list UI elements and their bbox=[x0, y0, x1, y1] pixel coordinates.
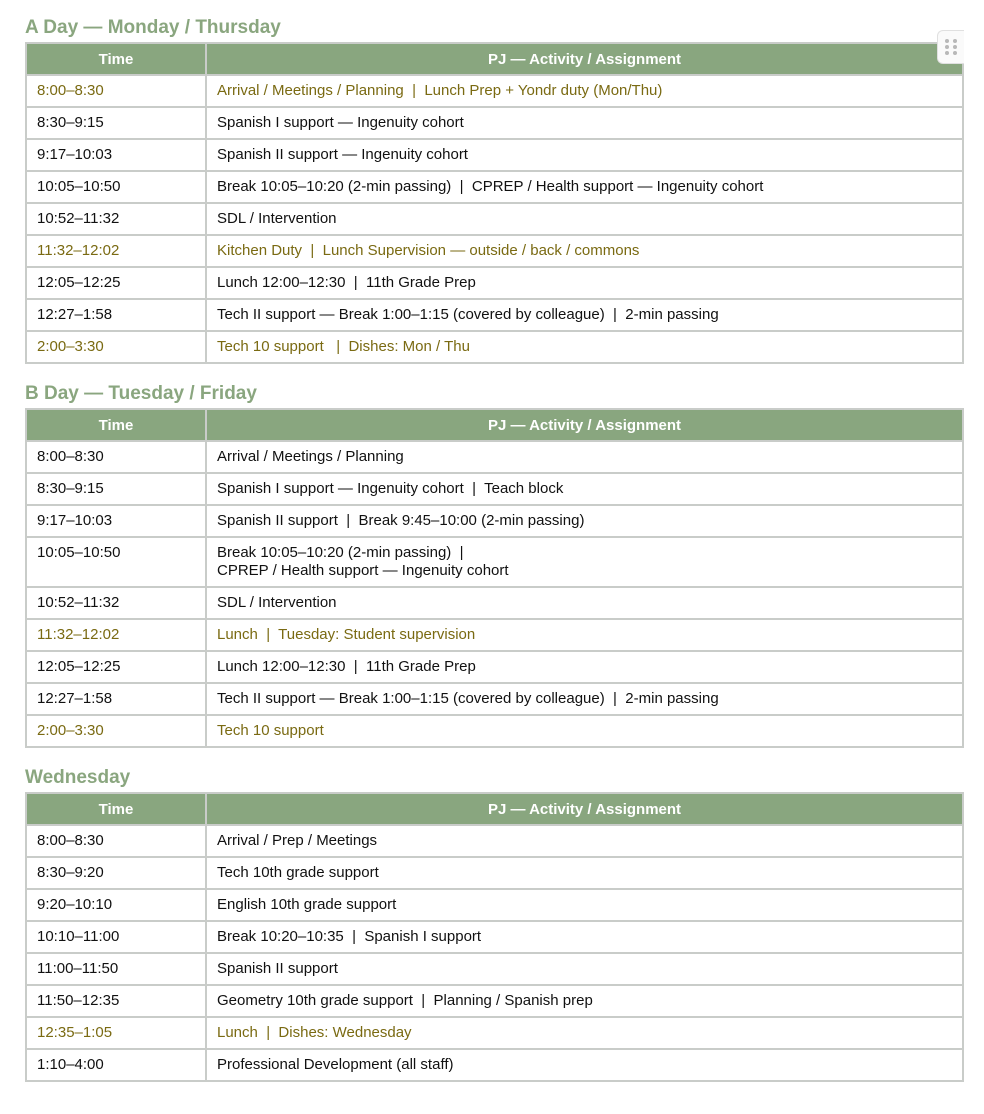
activity-cell: Spanish I support — Ingenuity cohort | Teach block bbox=[206, 473, 963, 505]
activity-cell: Break 10:05–10:20 (2-min passing) | CPREP / Health support — Ingenuity cohort bbox=[206, 171, 963, 203]
time-cell: 9:20–10:10 bbox=[26, 889, 206, 921]
activity-cell: Lunch 12:00–12:30 | 11th Grade Prep bbox=[206, 267, 963, 299]
table-row bbox=[26, 107, 963, 139]
time-cell: 11:32–12:02 bbox=[26, 619, 206, 651]
activity-cell: Arrival / Meetings / Planning | Lunch Prep + Yondr duty (Mon/Thu) bbox=[206, 75, 963, 107]
table-row bbox=[26, 825, 963, 857]
activity-cell: SDL / Intervention bbox=[206, 587, 963, 619]
activity-cell: English 10th grade support bbox=[206, 889, 963, 921]
activity-cell: Tech 10 support bbox=[206, 715, 963, 747]
table-row bbox=[26, 171, 963, 203]
section-title: Wednesday bbox=[25, 767, 131, 788]
table-row bbox=[26, 587, 963, 619]
table-row bbox=[26, 1049, 963, 1081]
time-cell: 8:00–8:30 bbox=[26, 75, 206, 107]
activity-cell: Lunch 12:00–12:30 | 11th Grade Prep bbox=[206, 651, 963, 683]
schedule-table bbox=[25, 42, 964, 364]
time-cell: 11:50–12:35 bbox=[26, 985, 206, 1017]
table-row bbox=[26, 473, 963, 505]
column-header-activity: PJ — Activity / Assignment bbox=[206, 43, 963, 75]
activity-cell bbox=[206, 537, 963, 587]
schedule-page bbox=[25, 14, 962, 1098]
time-cell: 9:17–10:03 bbox=[26, 139, 206, 171]
time-cell: 12:05–12:25 bbox=[26, 651, 206, 683]
activity-cell: Arrival / Meetings / Planning bbox=[206, 441, 963, 473]
section-title: A Day — Monday / Thursday bbox=[25, 17, 281, 38]
table-header-row bbox=[26, 793, 963, 825]
activity-cell: Break 10:20–10:35 | Spanish I support bbox=[206, 921, 963, 953]
drag-dot bbox=[953, 51, 957, 55]
table-row bbox=[26, 889, 963, 921]
drag-dot bbox=[953, 45, 957, 49]
table-row bbox=[26, 505, 963, 537]
activity-cell: Tech II support — Break 1:00–1:15 (covered by colleague) | 2-min passing bbox=[206, 683, 963, 715]
activity-cell: Professional Development (all staff) bbox=[206, 1049, 963, 1081]
table-row bbox=[26, 235, 963, 267]
activity-cell: Spanish I support — Ingenuity cohort bbox=[206, 107, 963, 139]
time-cell: 8:30–9:15 bbox=[26, 473, 206, 505]
table-row bbox=[26, 537, 963, 587]
activity-cell: Tech 10th grade support bbox=[206, 857, 963, 889]
table-row bbox=[26, 267, 963, 299]
table-header-row bbox=[26, 43, 963, 75]
table-row bbox=[26, 75, 963, 107]
table-row bbox=[26, 651, 963, 683]
time-cell: 10:05–10:50 bbox=[26, 537, 206, 587]
time-cell: 10:52–11:32 bbox=[26, 203, 206, 235]
table-row bbox=[26, 619, 963, 651]
column-header-activity: PJ — Activity / Assignment bbox=[206, 793, 963, 825]
schedule-table bbox=[25, 408, 964, 748]
time-cell: 10:05–10:50 bbox=[26, 171, 206, 203]
activity-cell: SDL / Intervention bbox=[206, 203, 963, 235]
drag-dot bbox=[945, 51, 949, 55]
time-cell: 8:00–8:30 bbox=[26, 825, 206, 857]
drag-dot bbox=[945, 45, 949, 49]
schedule-section bbox=[25, 380, 962, 748]
table-row bbox=[26, 921, 963, 953]
activity-cell: Lunch | Tuesday: Student supervision bbox=[206, 619, 963, 651]
column-header-time: Time bbox=[26, 409, 206, 441]
activity-text: Break 10:05–10:20 (2-min passing) | bbox=[217, 544, 464, 561]
time-cell: 2:00–3:30 bbox=[26, 715, 206, 747]
table-row bbox=[26, 331, 963, 363]
time-cell: 12:35–1:05 bbox=[26, 1017, 206, 1049]
activity-text-line2: CPREP / Health support — Ingenuity cohort bbox=[217, 562, 509, 579]
time-cell: 12:05–12:25 bbox=[26, 267, 206, 299]
table-row bbox=[26, 857, 963, 889]
table-row bbox=[26, 985, 963, 1017]
schedule-sections bbox=[25, 14, 962, 1082]
table-row bbox=[26, 1017, 963, 1049]
table-header-row bbox=[26, 409, 963, 441]
time-cell: 10:52–11:32 bbox=[26, 587, 206, 619]
time-cell: 11:32–12:02 bbox=[26, 235, 206, 267]
activity-cell: Spanish II support bbox=[206, 953, 963, 985]
drag-dot bbox=[945, 39, 949, 43]
table-row bbox=[26, 953, 963, 985]
activity-cell: Spanish II support | Break 9:45–10:00 (2-min passing) bbox=[206, 505, 963, 537]
table-row bbox=[26, 715, 963, 747]
drag-dot bbox=[953, 39, 957, 43]
activity-cell: Geometry 10th grade support | Planning / Spanish prep bbox=[206, 985, 963, 1017]
activity-cell: Lunch | Dishes: Wednesday bbox=[206, 1017, 963, 1049]
schedule-section bbox=[25, 764, 962, 1082]
activity-cell: Arrival / Prep / Meetings bbox=[206, 825, 963, 857]
section-title: B Day — Tuesday / Friday bbox=[25, 383, 257, 404]
time-cell: 2:00–3:30 bbox=[26, 331, 206, 363]
time-cell: 12:27–1:58 bbox=[26, 683, 206, 715]
schedule-section bbox=[25, 14, 962, 364]
table-row bbox=[26, 441, 963, 473]
table-row bbox=[26, 203, 963, 235]
activity-cell: Tech 10 support | Dishes: Mon / Thu bbox=[206, 331, 963, 363]
activity-cell: Kitchen Duty | Lunch Supervision — outside / back / commons bbox=[206, 235, 963, 267]
time-cell: 8:00–8:30 bbox=[26, 441, 206, 473]
time-cell: 12:27–1:58 bbox=[26, 299, 206, 331]
table-row bbox=[26, 683, 963, 715]
column-header-activity: PJ — Activity / Assignment bbox=[206, 409, 963, 441]
time-cell: 1:10–4:00 bbox=[26, 1049, 206, 1081]
time-cell: 9:17–10:03 bbox=[26, 505, 206, 537]
drag-handle-icon[interactable] bbox=[937, 30, 964, 64]
activity-cell: Spanish II support — Ingenuity cohort bbox=[206, 139, 963, 171]
time-cell: 8:30–9:15 bbox=[26, 107, 206, 139]
schedule-table bbox=[25, 792, 964, 1082]
time-cell: 8:30–9:20 bbox=[26, 857, 206, 889]
table-row bbox=[26, 139, 963, 171]
column-header-time: Time bbox=[26, 793, 206, 825]
table-row bbox=[26, 299, 963, 331]
time-cell: 11:00–11:50 bbox=[26, 953, 206, 985]
time-cell: 10:10–11:00 bbox=[26, 921, 206, 953]
activity-cell: Tech II support — Break 1:00–1:15 (covered by colleague) | 2-min passing bbox=[206, 299, 963, 331]
column-header-time: Time bbox=[26, 43, 206, 75]
